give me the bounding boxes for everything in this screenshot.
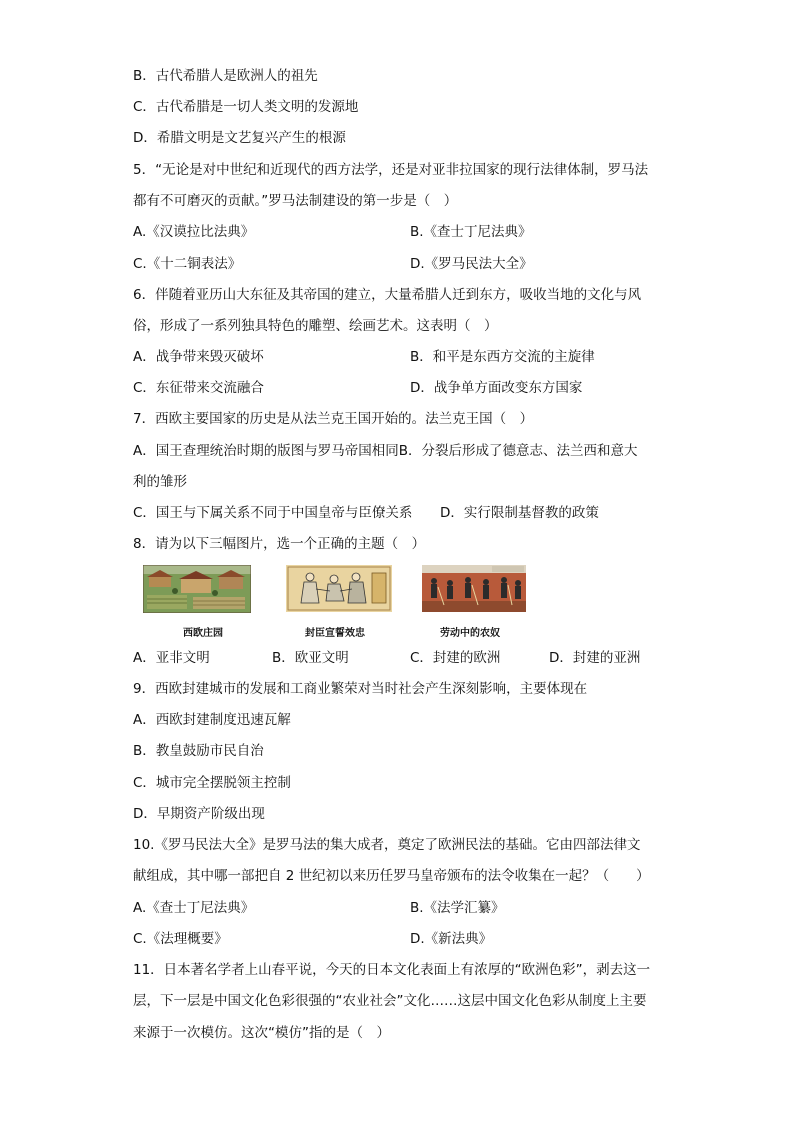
q5-option-b: B.《查士丁尼法典》 bbox=[410, 224, 532, 240]
q7-option-c: C．国王与下属关系不同于中国皇帝与臣僚关系 bbox=[133, 505, 413, 521]
vassal-oath-picture bbox=[286, 565, 392, 612]
q5-stem-line1: 5．“无论是对中世纪和近现代的西方法学，还是对亚非拉国家的现行法律体制，罗马法 bbox=[133, 162, 649, 178]
q5-option-a: A.《汉谟拉比法典》 bbox=[133, 224, 255, 240]
q4-option-b: B．古代希腊人是欧洲人的祖先 bbox=[133, 68, 318, 84]
q8-stem: 8．请为以下三幅图片，选一个正确的主题（ ） bbox=[133, 536, 426, 552]
q8-option-d: D．封建的亚洲 bbox=[549, 650, 641, 666]
q11-stem-line2: 层，下一层是中国文化色彩很强的“农业社会”文化……这层中国文化色彩从制度上主要 bbox=[133, 993, 647, 1009]
q7-option-d: D．实行限制基督教的政策 bbox=[440, 505, 599, 521]
q10-stem-line2: 献组成，其中哪一部把自 2 世纪初以来历任罗马皇帝颁布的法令收集在一起？（ ） bbox=[133, 868, 650, 884]
q7-option-ab-line2: 利的雏形 bbox=[133, 474, 187, 490]
q9-option-d: D．早期资产阶级出现 bbox=[133, 806, 265, 822]
serfs-working-caption: 劳动中的农奴 bbox=[440, 628, 500, 639]
q7-option-ab-line1: A．国王查理统治时期的版图与罗马帝国相同B．分裂后形成了德意志、法兰西和意大 bbox=[133, 443, 638, 459]
serfs-working-picture bbox=[422, 565, 526, 612]
manor-caption: 西欧庄园 bbox=[183, 628, 223, 639]
q10-option-a: A.《查士丁尼法典》 bbox=[133, 900, 255, 916]
q8-option-b: B．欧亚文明 bbox=[272, 650, 349, 666]
vassal-oath-caption: 封臣宣誓效忠 bbox=[305, 628, 365, 639]
q9-option-b: B．教皇鼓励市民自治 bbox=[133, 743, 264, 759]
q8-option-a: A．亚非文明 bbox=[133, 650, 210, 666]
q6-option-c: C．东征带来交流融合 bbox=[133, 380, 264, 396]
q11-stem-line3: 来源于一次模仿。这次“模仿”指的是（ ） bbox=[133, 1025, 390, 1041]
q9-option-c: C．城市完全摆脱领主控制 bbox=[133, 775, 291, 791]
q4-option-d: D．希腊文明是文艺复兴产生的根源 bbox=[133, 130, 346, 146]
q5-option-d: D.《罗马民法大全》 bbox=[410, 256, 533, 272]
q5-option-c: C.《十二铜表法》 bbox=[133, 256, 242, 272]
q10-option-d: D.《新法典》 bbox=[410, 931, 493, 947]
q6-option-a: A．战争带来毁灭破坏 bbox=[133, 349, 264, 365]
manor-picture bbox=[143, 565, 251, 613]
q5-stem-line2: 都有不可磨灭的贡献。”罗马法制建设的第一步是（ ） bbox=[133, 193, 458, 209]
q4-option-c: C．古代希腊是一切人类文明的发源地 bbox=[133, 99, 359, 115]
q8-option-c: C．封建的欧洲 bbox=[410, 650, 501, 666]
q9-stem: 9．西欧封建城市的发展和工商业繁荣对当时社会产生深刻影响，主要体现在 bbox=[133, 681, 588, 697]
q10-stem-line1: 10.《罗马民法大全》是罗马法的集大成者，奠定了欧洲民法的基础。它由四部法律文 bbox=[133, 837, 641, 853]
q10-option-b: B.《法学汇纂》 bbox=[410, 900, 505, 916]
q7-stem: 7．西欧主要国家的历史是从法兰克王国开始的。法兰克王国（ ） bbox=[133, 411, 534, 427]
q6-option-d: D．战争单方面改变东方国家 bbox=[410, 380, 583, 396]
q9-option-a: A．西欧封建制度迅速瓦解 bbox=[133, 712, 291, 728]
q10-option-c: C.《法理概要》 bbox=[133, 931, 228, 947]
q6-stem-line2: 俗，形成了一系列独具特色的雕塑、绘画艺术。这表明（ ） bbox=[133, 318, 498, 334]
q6-stem-line1: 6．伴随着亚历山大东征及其帝国的建立，大量希腊人迁到东方，吸收当地的文化与风 bbox=[133, 287, 642, 303]
q6-option-b: B．和平是东西方交流的主旋律 bbox=[410, 349, 595, 365]
q11-stem-line1: 11．日本著名学者上山春平说，今天的日本文化表面上有浓厚的“欧洲色彩”，剥去这一 bbox=[133, 962, 651, 978]
